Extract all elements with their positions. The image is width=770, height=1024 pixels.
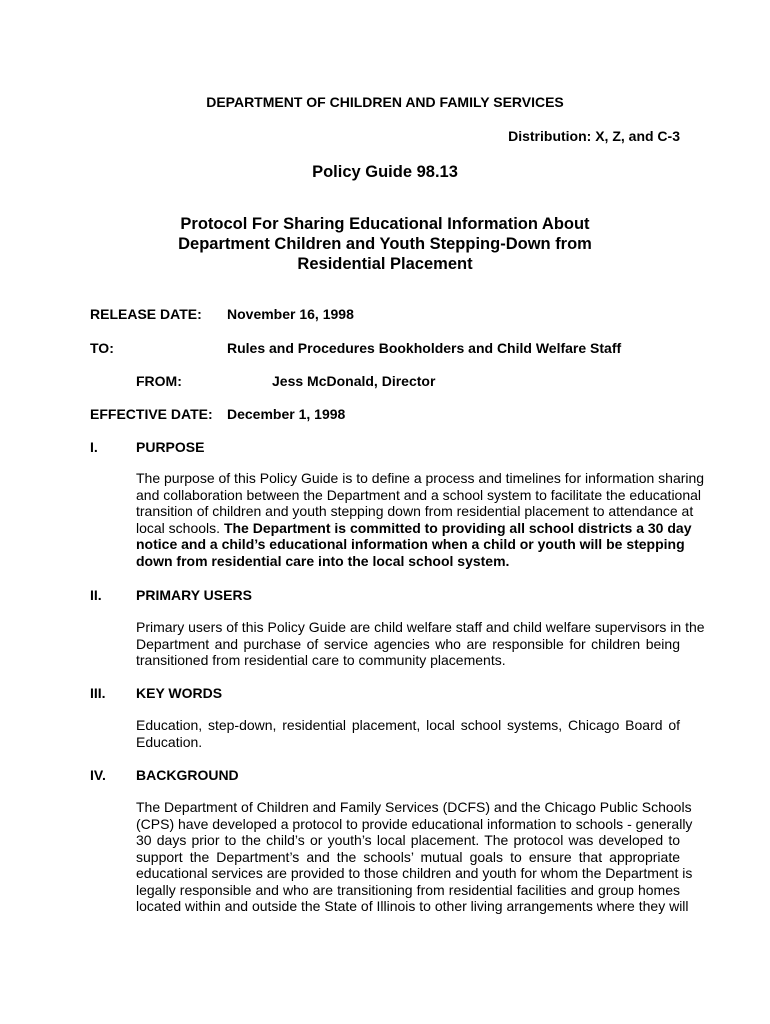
paragraph-line: Education, step-down, residential placement, local school systems, Chicago Board of <box>136 717 680 733</box>
paragraph-line: 30 days prior to the child’s or youth’s local placement. The protocol was developed to <box>136 832 680 848</box>
distribution-line: Distribution: X, Z, and C-3 <box>508 128 680 144</box>
paragraph-line: Department and purchase of service agencies who are responsible for children being <box>136 635 680 652</box>
section-numeral: III. <box>90 685 106 701</box>
background-paragraph <box>136 799 693 915</box>
policy-guide-title: Policy Guide 98.13 <box>312 163 458 181</box>
section-heading-background: BACKGROUND <box>136 767 239 783</box>
department-header: DEPARTMENT OF CHILDREN AND FAMILY SERVICES <box>206 94 564 110</box>
paragraph-line: educational services are provided to those children and youth for whom the Department is <box>136 865 693 881</box>
section-numeral: II. <box>90 587 102 603</box>
paragraph-line-mixed <box>136 519 692 537</box>
purpose-paragraph <box>136 470 705 569</box>
plain-text: local schools. <box>136 519 224 536</box>
paragraph-line: Education. <box>136 733 203 750</box>
section-heading-key-words: KEY WORDS <box>136 685 223 701</box>
paragraph-line: legally responsible and who are transitioning from residential facilities and group homes <box>136 881 680 898</box>
key-words-paragraph <box>136 717 680 750</box>
from-value: Jess McDonald, Director <box>272 373 436 389</box>
release-date-label: RELEASE DATE: <box>90 306 202 322</box>
paragraph-line: (CPS) have developed a protocol to provide educational information to schools - generally <box>136 815 693 832</box>
release-date-value: November 16, 1998 <box>227 306 354 322</box>
to-value: Rules and Procedures Bookholders and Child Welfare Staff <box>227 340 622 356</box>
from-label: FROM: <box>136 373 182 389</box>
paragraph-line: transitioned from residential care to community placements. <box>136 652 506 668</box>
paragraph-line: transition of children and youth stepping down from residential placement to attendance at <box>136 503 694 519</box>
section-numeral: IV. <box>90 767 106 783</box>
paragraph-line: The purpose of this Policy Guide is to define a process and timelines for information sharing <box>136 470 705 486</box>
paragraph-line: located within and outside the State of Illinois to other living arrangements where they will <box>136 898 689 914</box>
protocol-title-line: Protocol For Sharing Educational Information About <box>180 215 590 233</box>
paragraph-line: down from residential care into the local school system. <box>136 552 510 569</box>
paragraph-line: support the Department’s and the schools’ mutual goals to ensure that appropriate <box>136 848 680 865</box>
effective-date-value: December 1, 1998 <box>227 406 346 422</box>
bold-text: The Department is committed to providing all school districts a 30 day <box>223 519 692 536</box>
section-heading-purpose: PURPOSE <box>136 439 205 455</box>
paragraph-line: and collaboration between the Department and a school system to facilitate the educational <box>136 486 702 503</box>
paragraph-line: notice and a child’s educational information when a child or youth will be stepping <box>136 536 685 552</box>
section-numeral: I. <box>90 439 98 455</box>
protocol-title-line: Department Children and Youth Stepping-Down from <box>178 235 592 253</box>
protocol-title-line: Residential Placement <box>297 255 473 273</box>
section-heading-primary-users: PRIMARY USERS <box>136 587 252 603</box>
to-label: TO: <box>90 340 114 356</box>
paragraph-line: The Department of Children and Family Services (DCFS) and the Chicago Public Schools <box>136 799 692 815</box>
paragraph-line: Primary users of this Policy Guide are child welfare staff and child welfare supervisors in the <box>136 619 705 635</box>
effective-date-label: EFFECTIVE DATE: <box>90 406 213 422</box>
primary-users-paragraph <box>136 619 705 669</box>
